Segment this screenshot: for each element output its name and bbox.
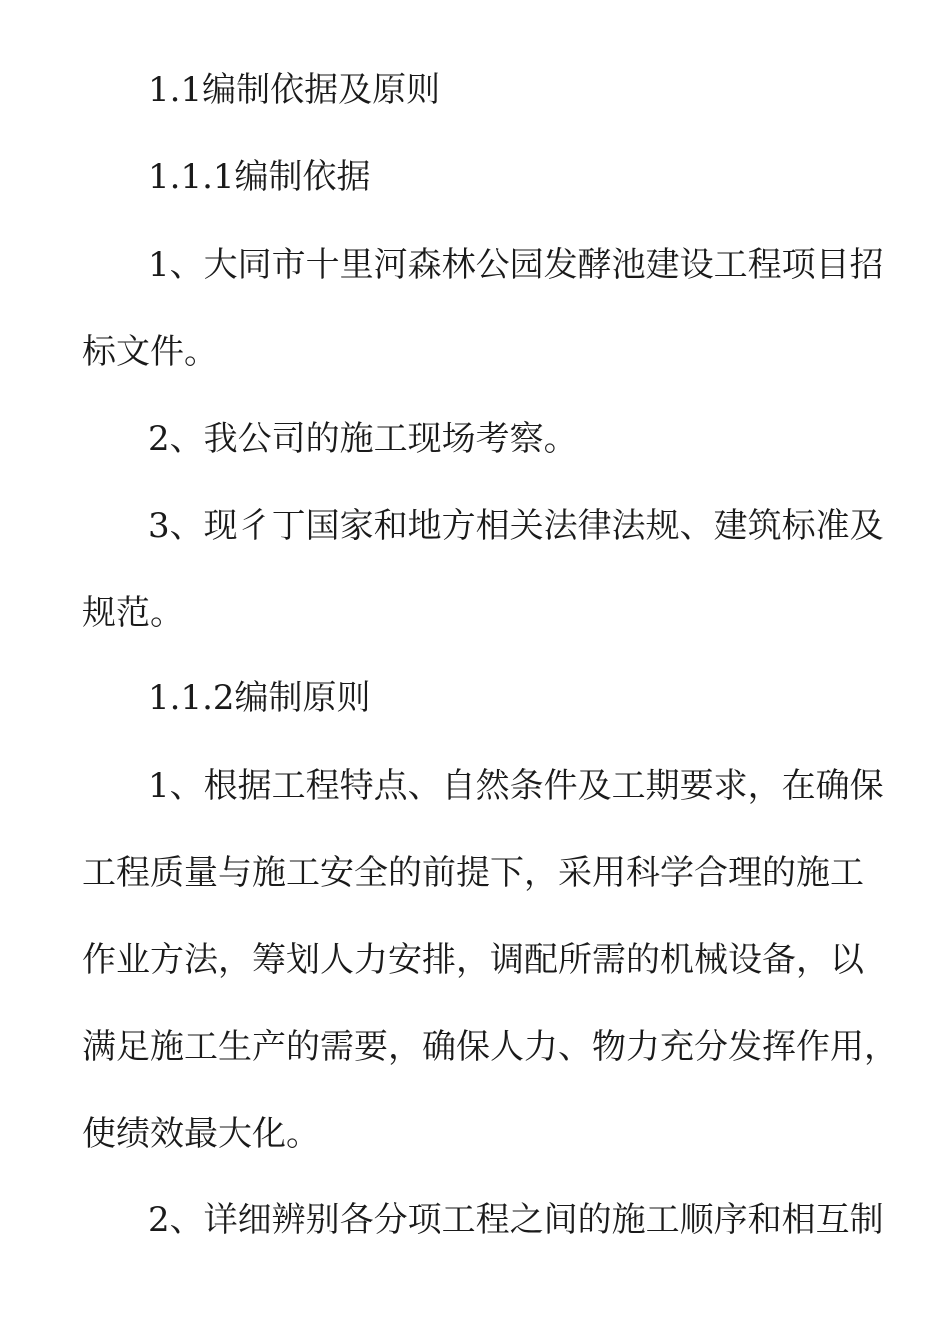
paragraph-line: 规范。	[82, 593, 184, 633]
paragraph-line: 标文件。	[82, 332, 218, 372]
paragraph-line: 3、现彳丁国家和地方相关法律法规、建筑标准及	[148, 506, 884, 546]
paragraph-line: 作业方法，筹划人力安排，调配所需的机械设备，以	[82, 940, 864, 980]
paragraph-line: 满足施工生产的需要，确保人力、物力充分发挥作用，	[82, 1027, 898, 1067]
section-heading-1-1: 1.1编制依据及原则	[148, 70, 441, 110]
paragraph-line: 工程质量与施工安全的前提下，采用科学合理的施工	[82, 853, 864, 893]
paragraph-line: 1、根据工程特点、自然条件及工期要求，在确保	[148, 766, 884, 806]
subsection-heading-1-1-1: 1.1.1编制依据	[148, 157, 371, 197]
paragraph-line: 1、大同市十里河森林公园发酵池建设工程项目招	[148, 245, 884, 285]
paragraph-line: 2、详细辨别各分项工程之间的施工顺序和相互制	[148, 1200, 884, 1240]
subsection-heading-1-1-2: 1.1.2编制原则	[148, 678, 371, 718]
paragraph-line: 2、我公司的施工现场考察。	[148, 419, 578, 459]
paragraph-line: 使绩效最大化。	[82, 1114, 320, 1154]
